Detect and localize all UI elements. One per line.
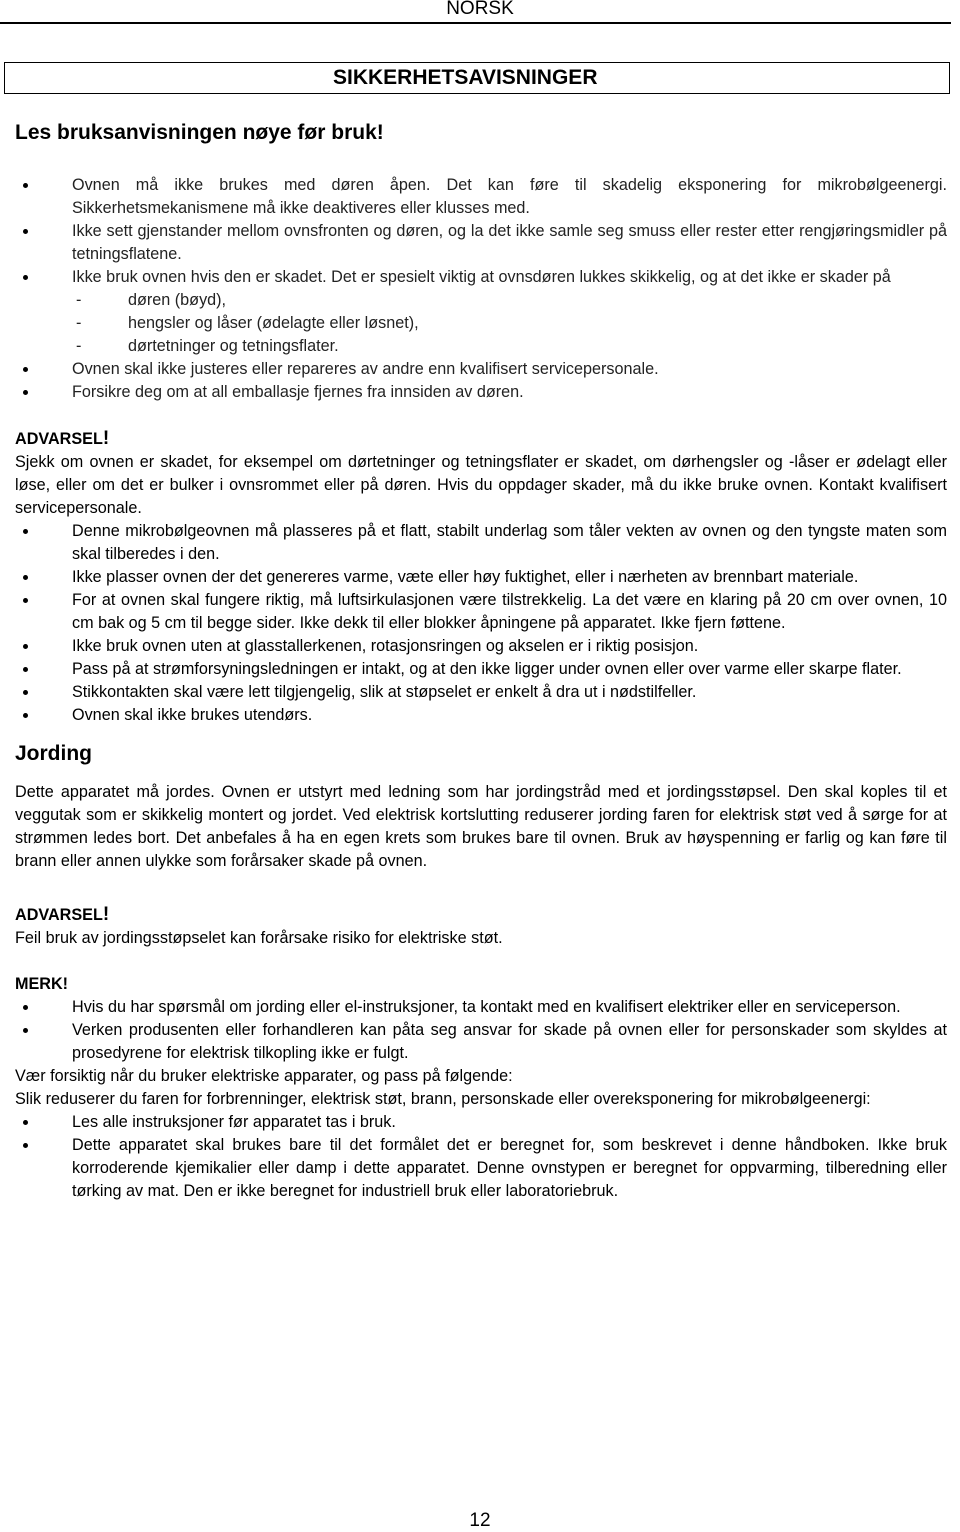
note-heading: MERK! [15, 975, 69, 993]
list-item: Forsikre deg om at all emballasje fjernes fra innsiden av døren. [15, 381, 947, 404]
list-item: Hvis du har spørsmål om jording eller el-instruksjoner, ta kontakt med en kvalifisert elektriker eller en serviceperson. [15, 996, 947, 1019]
note-text: Slik reduserer du faren for forbrenninger, elektrisk støt, brann, personskade eller overeksponering for mikrobølgeenergi: [15, 1090, 871, 1108]
warning-heading-text: ADVARSEL [15, 906, 103, 924]
warning-heading [15, 903, 947, 927]
dash-item: - hengsler og låser (ødelagte eller løsnet), [72, 312, 947, 335]
damage-list [72, 289, 947, 358]
warning-text: Feil bruk av jordingsstøpselet kan forårsake risiko for elektriske støt. [15, 929, 503, 947]
document-body [15, 118, 947, 1203]
title-box [4, 62, 950, 94]
note-list [15, 996, 947, 1065]
header-divider [0, 22, 951, 24]
safety-list [15, 174, 947, 404]
warning-mark: ! [102, 904, 110, 925]
list-item: Dette apparatet skal brukes bare til det formålet det er beregnet for, som beskrevet i denne håndboken. Ikke bruk korroderende kjemikalier eller damp i dette apparatet. Denne ovnstypen er beregnet for oppvarming, tilberedning eller tørking av mat. Den er ikke beregnet for industriell bruk eller laboratoriebruk. [15, 1134, 947, 1203]
list-item: For at ovnen skal fungere riktig, må luftsirkulasjonen være tilstrekkelig. La det være en klaring på 20 cm over ovnen, 10 cm bak og 5 cm til begge sider. Ikke dekk til eller blokker åpningene på apparatet. Ikke fjern føttene. [15, 589, 947, 635]
list-item: Ovnen må ikke brukes med døren åpen. Det kan føre til skadelig eksponering for mikrobølgeenergi. Sikkerhetsmekanismene må ikke deaktiveres eller klusses med. [15, 174, 947, 220]
list-item: Denne mikrobølgeovnen må plasseres på et flatt, stabilt underlag som tåler vekten av ovnen og den tyngste maten som skal tilberedes i den. [15, 520, 947, 566]
list-item: Les alle instruksjoner før apparatet tas i bruk. [15, 1111, 947, 1134]
grounding-heading: Jording [15, 742, 92, 765]
warning-heading [15, 427, 947, 451]
page-number: 12 [469, 1510, 491, 1531]
instruction-list [15, 1111, 947, 1203]
header-language: NORSK [446, 0, 514, 19]
page-title: SIKKERHETSAVISNINGER [333, 66, 598, 89]
list-item: Ikke sett gjenstander mellom ovnsfronten og døren, og la det ikke samle seg smuss eller rester etter rengjøringsmidler på tetningsflatene. [15, 220, 947, 266]
list-item [15, 266, 947, 358]
list-item: Ovnen skal ikke justeres eller repareres av andre enn kvalifisert servicepersonale. [15, 358, 947, 381]
warning-heading-text: ADVARSEL [15, 430, 103, 448]
intro-heading: Les bruksanvisningen nøye før bruk! [15, 121, 384, 144]
note-text: Vær forsiktig når du bruker elektriske apparater, og pass på følgende: [15, 1067, 513, 1085]
list-item: Stikkontakten skal være lett tilgjengelig, slik at støpselet er enkelt å dra ut i nødstilfeller. [15, 681, 947, 704]
list-item: Pass på at strømforsyningsledningen er intakt, og at den ikke ligger under ovnen eller over varme eller skarpe flater. [15, 658, 947, 681]
warning-text: Sjekk om ovnen er skadet, for eksempel om dørtetninger og tetningsflater er skadet, om dørhengsler og -låser er ødelagt eller løse, eller om det er bulker i ovnsrommet eller på døren. Hvis du oppdager skader, må du ikke bruke ovnen. Kontakt kvalifisert servicepersonale. [15, 453, 947, 517]
list-item: Ikke plasser ovnen der det genereres varme, væte eller høy fuktighet, eller i nærheten av brennbart materiale. [15, 566, 947, 589]
list-item-text: Ikke bruk ovnen hvis den er skadet. Det er spesielt viktig at ovnsdøren lukkes skikkelig, og at det ikke er skader på [72, 268, 891, 286]
warning-mark: ! [102, 428, 110, 449]
list-item: Ovnen skal ikke brukes utendørs. [15, 704, 947, 727]
dash-item: - døren (bøyd), [72, 289, 947, 312]
grounding-text: Dette apparatet må jordes. Ovnen er utstyrt med ledning som har jordingstråd med et jordingsstøpsel. Den skal koples til et veggutak som er skikkelig montert og jordet. Ved elektrisk kortslutting reduserer jording faren for elektrisk støt ved å sørge for at strømmen ledes bort. Det anbefales å ha en egen krets som brukes bare til ovnen. Bruk av høyspenning er farlig og kan føre til brann eller annen ulykke som forårsaker skade på ovnen. [15, 783, 947, 870]
warning-list [15, 520, 947, 727]
list-item: Ikke bruk ovnen uten at glasstallerkenen, rotasjonsringen og akselen er i riktig posisjon. [15, 635, 947, 658]
list-item: Verken produsenten eller forhandleren kan påta seg ansvar for skade på ovnen eller for personskader som skyldes at prosedyrene for elektrisk tilkopling ikke er fulgt. [15, 1019, 947, 1065]
dash-item: - dørtetninger og tetningsflater. [72, 335, 947, 358]
